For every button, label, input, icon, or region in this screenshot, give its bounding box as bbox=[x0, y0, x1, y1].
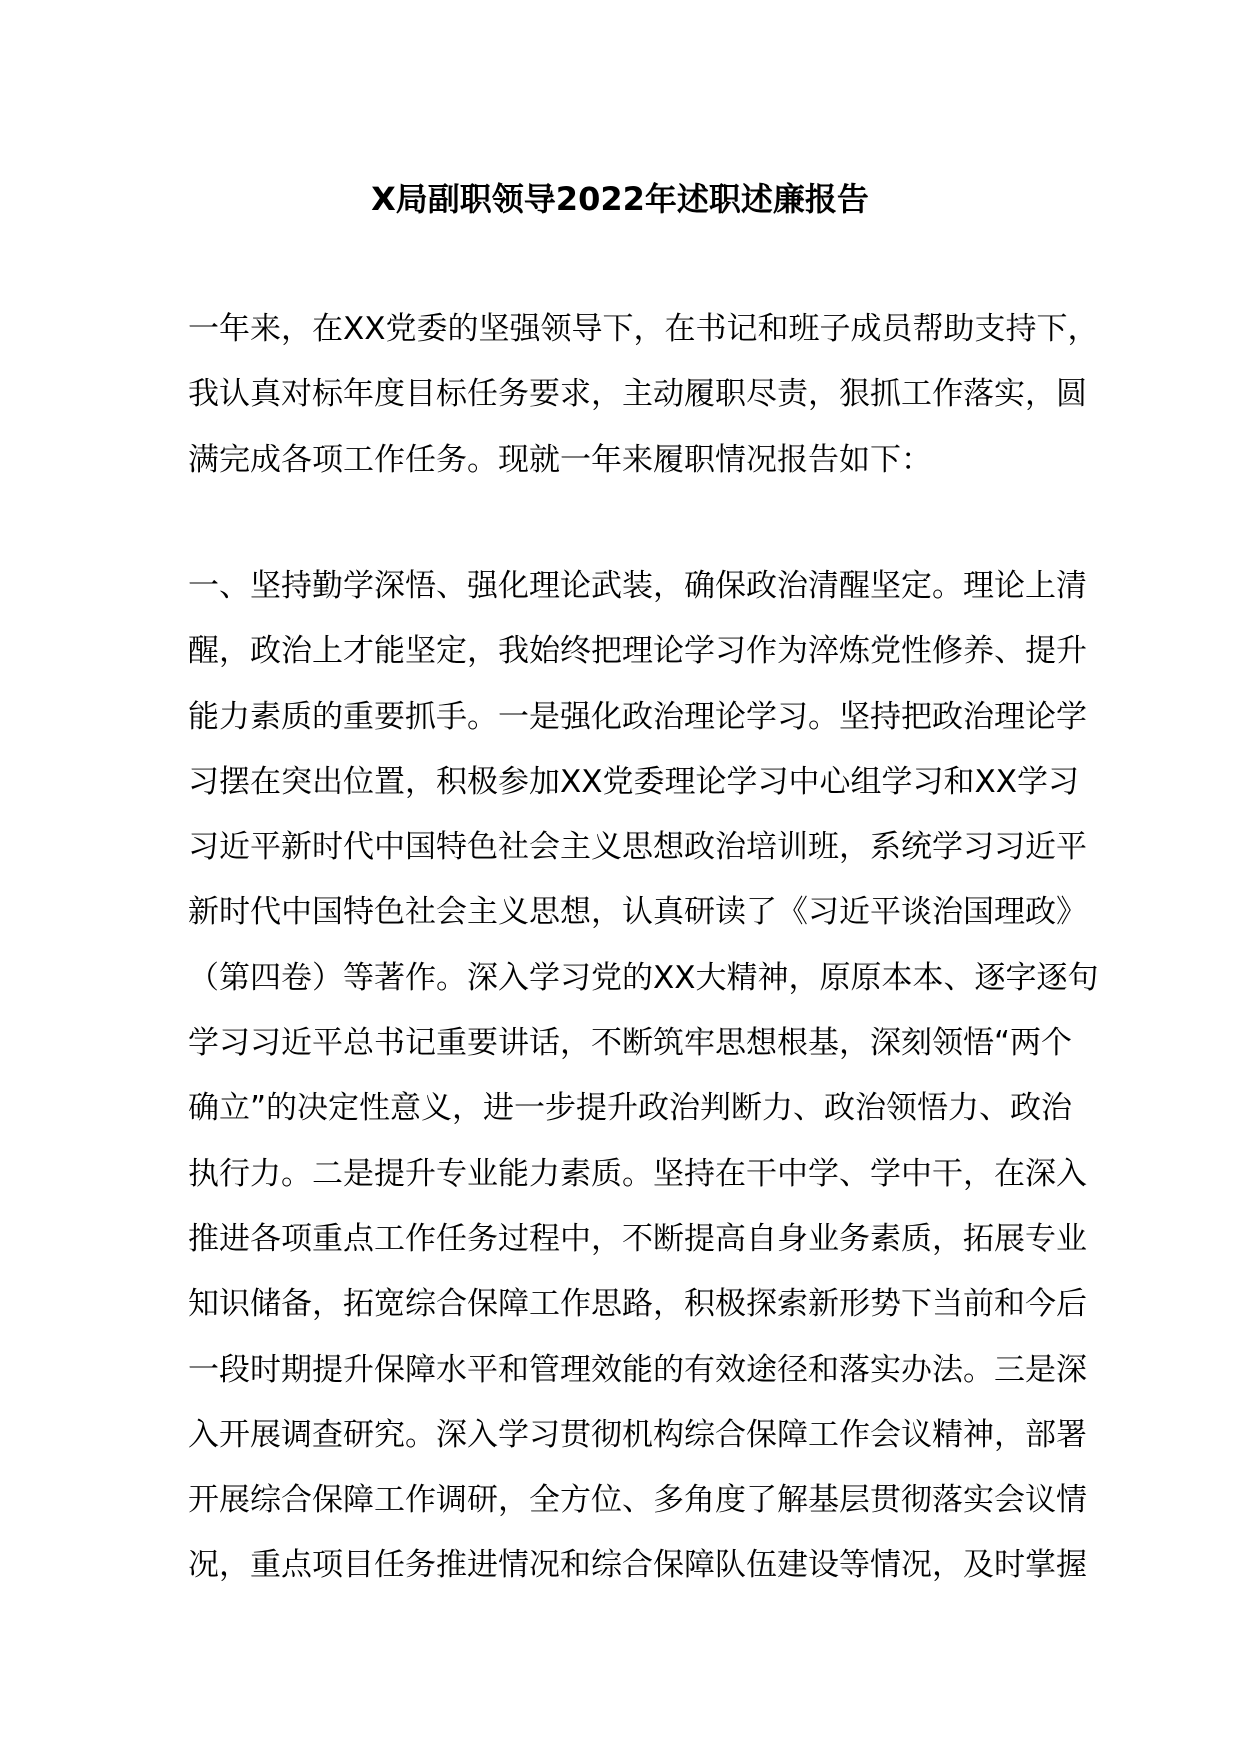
paragraph-line: 习摆在突出位置，积极参加XX党委理论学习中心组学习和XX学习 bbox=[188, 763, 1079, 800]
paragraph-line: 确立”的决定性意义，进一步提升政治判断力、政治领悟力、政治 bbox=[188, 1090, 1073, 1127]
paragraph-line: 我认真对标年度目标任务要求，主动履职尽责，狠抓工作落实，圆 bbox=[188, 376, 1087, 413]
paragraph-line: 新时代中国特色社会主义思想，认真研读了《习近平谈治国理政》 bbox=[188, 894, 1087, 931]
paragraph-line: 醒，政治上才能坚定，我始终把理论学习作为淬炼党性修养、提升 bbox=[188, 633, 1087, 670]
paragraph-line: 能力素质的重要抓手。一是强化政治理论学习。坚持把政治理论学 bbox=[188, 698, 1087, 735]
paragraph-line: 一、坚持勤学深悟、强化理论武装，确保政治清醒坚定。理论上清 bbox=[188, 568, 1087, 604]
section-1-paragraph bbox=[188, 554, 1099, 1599]
paragraph-line: 入开展调查研究。深入学习贯彻机构综合保障工作会议精神，部署 bbox=[188, 1416, 1087, 1453]
paragraph-line: （第四卷）等著作。深入学习党的XX大精神，原原本本、逐字逐句 bbox=[188, 959, 1099, 996]
paragraph-line: 一年来，在XX党委的坚强领导下，在书记和班子成员帮助支持下， bbox=[188, 311, 1099, 347]
paragraph-line: 习近平新时代中国特色社会主义思想政治培训班，系统学习习近平 bbox=[188, 829, 1087, 866]
intro-paragraph bbox=[188, 297, 1099, 493]
paragraph-line: 执行力。二是提升专业能力素质。坚持在干中学、学中干，在深入 bbox=[188, 1155, 1087, 1192]
paragraph-line: 知识储备，拓宽综合保障工作思路，积极探索新形势下当前和今后 bbox=[188, 1286, 1087, 1323]
document-title: X局副职领导2022年述职述廉报告 bbox=[371, 180, 869, 218]
paragraph-line: 一段时期提升保障水平和管理效能的有效途径和落实办法。三是深 bbox=[188, 1351, 1087, 1388]
paragraph-line: 推进各项重点工作任务过程中，不断提高自身业务素质，拓展专业 bbox=[188, 1220, 1087, 1257]
paragraph-line: 开展综合保障工作调研，全方位、多角度了解基层贯彻落实会议情 bbox=[188, 1482, 1087, 1519]
paragraph-line: 况，重点项目任务推进情况和综合保障队伍建设等情况，及时掌握 bbox=[188, 1547, 1087, 1584]
paragraph-line: 满完成各项工作任务。现就一年来履职情况报告如下： bbox=[188, 441, 932, 478]
paragraph-line: 学习习近平总书记重要讲话，不断筑牢思想根基，深刻领悟“两个 bbox=[188, 1025, 1073, 1062]
